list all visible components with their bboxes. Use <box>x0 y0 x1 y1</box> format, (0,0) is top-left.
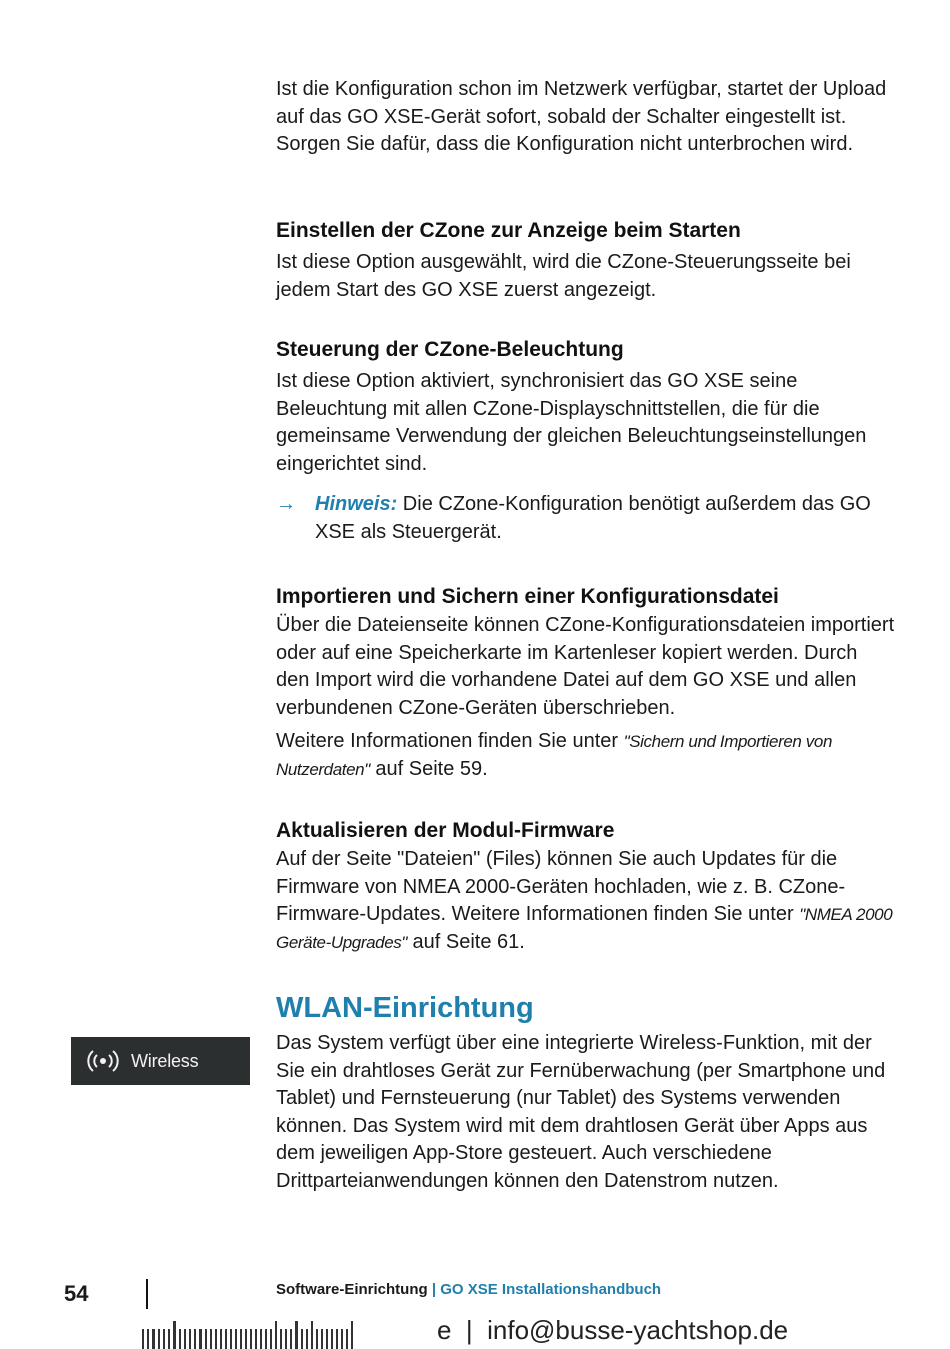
badge-label: Wireless <box>131 1050 199 1071</box>
intro-paragraph: Ist die Konfiguration schon im Netzwerk verfügbar, startet der Upload auf das GO XSE-Gerät sofort, sobald der Schalter eingestellt ist. Sorgen Sie dafür, dass die Konfiguration nicht unterbrochen wird. <box>276 78 887 155</box>
cross-reference-paragraph <box>276 728 896 783</box>
section-firmware <box>276 817 896 956</box>
note-label: Hinweis: <box>315 493 398 515</box>
section-paragraph: Das System verfügt über eine integrierte Wireless-Funktion, mit der Sie ein drahtloses Gerät zur Fernüberwachung (per Smartphone und Tablet) und Fernsteuerung (nur Tablet) des Systems verwenden können. Das System wird mit dem drahtlosen Gerät über Apps aus dem jeweiligen App-Store gesteuert. Auch verschiedene Drittparteianwendungen können den Datenstrom nutzen. <box>276 1032 886 1192</box>
section-paragraph: Über die Dateienseite können CZone-Konfigurationsdateien importiert oder auf eine Speicherkarte im Kartenleser kopiert werden. Durch den Import wird die vorhandene Datei auf dem GO XSE und allen verbundenen CZone-Geräten überschrieben. <box>276 614 895 719</box>
reference-prefix: Weitere Informationen finden Sie unter <box>276 730 624 752</box>
section-title: WLAN-Einrichtung <box>276 992 534 1024</box>
section-paragraph: Ist diese Option aktiviert, synchronisiert das GO XSE seine Beleuchtung mit allen CZone-Displayschnittstellen, die für die gemeinsame Verwendung der gleichen Beleuchtungseinstellungen eingerichtet sind. <box>276 370 867 475</box>
section-heading: Steuerung der CZone-Beleuchtung <box>276 338 624 361</box>
cross-reference-link[interactable]: "NMEA 2000 Geräte-Upgrades" <box>276 905 893 952</box>
intro-block <box>276 76 896 159</box>
section-wlan <box>276 990 896 1195</box>
section-lighting <box>276 336 896 546</box>
footer-chapter: Software-Einrichtung <box>276 1281 428 1298</box>
footer-manual: GO XSE Installationshandbuch <box>440 1281 662 1298</box>
firmware-text: Auf der Seite "Dateien" (Files) können Sie auch Updates für die Firmware von NMEA 2000-Geräten hochladen, wie z. B. CZone-Firmware-Updates. Weitere Informationen finden Sie unter <box>276 848 846 925</box>
footer-title <box>276 1280 661 1300</box>
note-paragraph <box>315 491 896 546</box>
reference-suffix: auf Seite 61. <box>406 930 525 953</box>
footer-divider <box>146 1279 148 1309</box>
contact-line: e | info@busse-yachtshop.de <box>437 1315 789 1345</box>
arrow-right-icon: → <box>276 493 296 515</box>
page-number: 54 <box>64 1281 89 1306</box>
section-import <box>276 583 896 783</box>
barcode-graphic <box>142 1319 356 1349</box>
note-text: Die CZone-Konfiguration benötigt außerdem das GO XSE als Steuergerät. <box>315 493 871 543</box>
note <box>276 491 896 546</box>
wireless-badge <box>71 1037 250 1085</box>
section-heading: Aktualisieren der Modul-Firmware <box>276 819 615 842</box>
section-paragraph <box>276 846 896 956</box>
section-heading: Importieren und Sichern einer Konfigurationsdatei <box>276 585 779 608</box>
section-paragraph: Ist diese Option ausgewählt, wird die CZone-Steuerungsseite bei jedem Start des GO XSE zuerst angezeigt. <box>276 251 851 301</box>
footer-separator: | <box>427 1281 441 1298</box>
cross-reference-link[interactable]: "Sichern und Importieren von Nutzerdaten" <box>276 732 833 779</box>
section-heading: Einstellen der CZone zur Anzeige beim Starten <box>276 219 741 242</box>
section-startup <box>276 217 896 304</box>
reference-suffix: auf Seite 59. <box>369 757 488 780</box>
wireless-icon <box>87 1049 119 1073</box>
